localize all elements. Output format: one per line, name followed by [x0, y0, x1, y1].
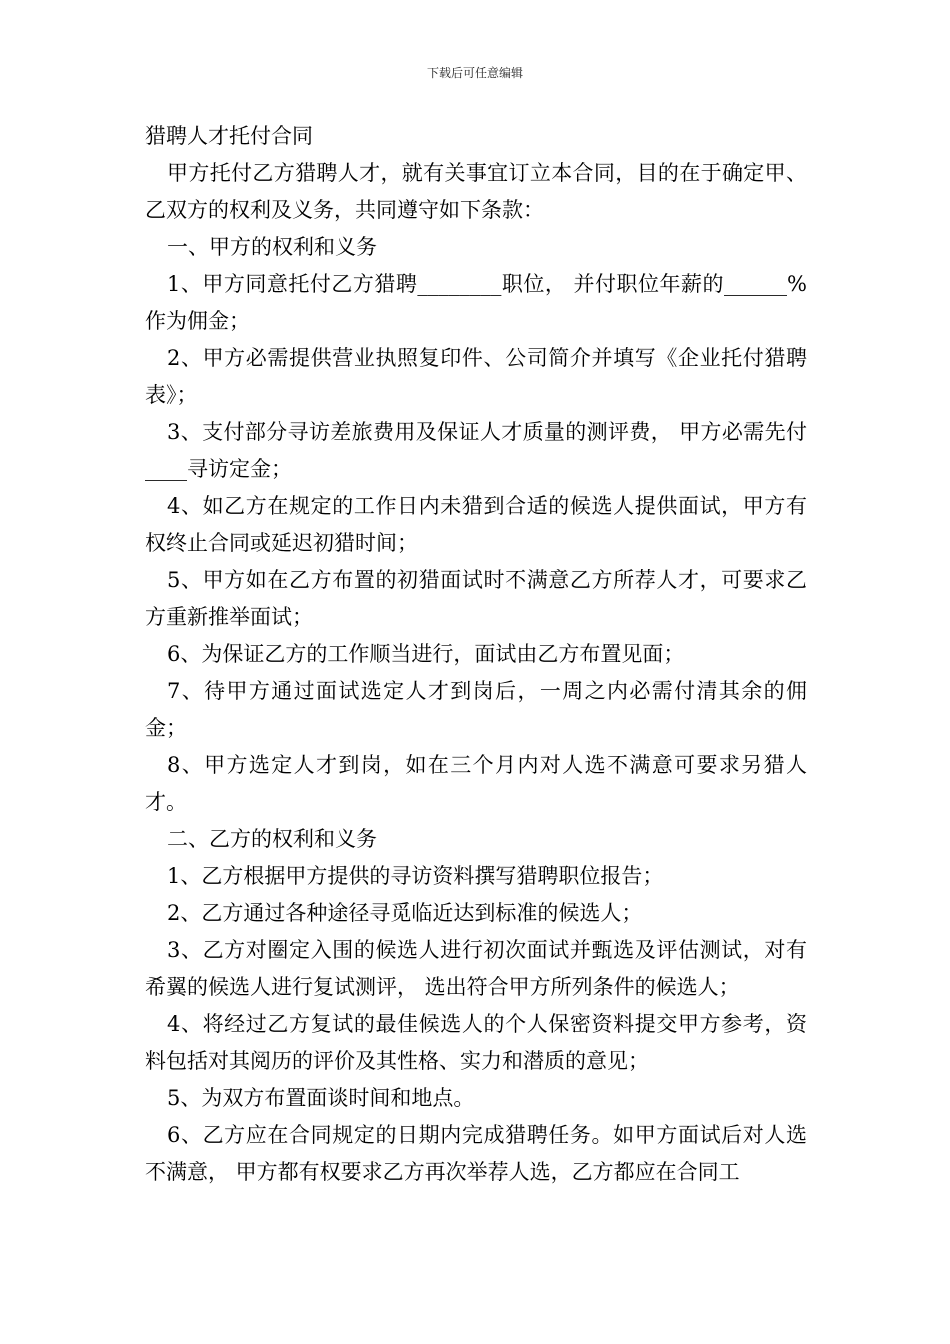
clause-a-1: 1、甲方同意托付乙方猎聘________职位， 并付职位年薪的______%作为佣金； [145, 272, 807, 333]
clause-a-5: 5、甲方如在乙方布置的初猎面试时不满意乙方所荐人才，可要求乙方重新推举面试； [145, 568, 807, 629]
section-heading-party-a: 一、甲方的权利和义务 [167, 235, 377, 259]
clause-a-3: 3、支付部分寻访差旅费用及保证人才质量的测评费， 甲方必需先付____寻访定金； [145, 420, 807, 481]
clause-b-2: 2、乙方通过各种途径寻觅临近达到标准的候选人； [167, 901, 643, 925]
clause-a-6: 6、为保证乙方的工作顺当进行，面试由乙方布置见面； [167, 642, 685, 666]
document-title: 猎聘人才托付合同 [145, 124, 313, 148]
clause-b-4: 4、将经过乙方复试的最佳候选人的个人保密资料提交甲方参考，资料包括对其阅历的评价及其性格、实力和潜质的意见； [145, 1012, 807, 1073]
intro-paragraph: 甲方托付乙方猎聘人才，就有关事宜订立本合同，目的在于确定甲、 乙双方的权利及义务，共同遵守如下条款： [145, 161, 807, 222]
clause-b-6: 6、乙方应在合同规定的日期内完成猎聘任务。如甲方面试后对人选不满意， 甲方都有权要求乙方再次举荐人选，乙方都应在合同工 [145, 1123, 807, 1184]
clause-b-5: 5、为双方布置面谈时间和地点。 [167, 1086, 475, 1110]
document-body [145, 118, 807, 1191]
clause-b-3: 3、乙方对圈定入围的候选人进行初次面试并甄选及评估测试，对有希翼的候选人进行复试测评， 选出符合甲方所列条件的候选人； [145, 938, 807, 999]
clause-a-8: 8、甲方选定人才到岗，如在三个月内对人选不满意可要求另猎人才。 [145, 753, 807, 814]
clause-a-7: 7、待甲方通过面试选定人才到岗后，一周之内必需付清其余的佣金； [145, 679, 807, 740]
page-header: 下载后可任意编辑 [426, 66, 523, 80]
clause-b-1: 1、乙方根据甲方提供的寻访资料撰写猎聘职位报告； [167, 864, 664, 888]
clause-a-2: 2、甲方必需提供营业执照复印件、公司简介并填写《企业托付猎聘表》； [145, 346, 807, 407]
section-heading-party-b: 二、乙方的权利和义务 [167, 827, 377, 851]
clause-a-4: 4、如乙方在规定的工作日内未猎到合适的候选人提供面试，甲方有权终止合同或延迟初猎时间； [145, 494, 807, 555]
